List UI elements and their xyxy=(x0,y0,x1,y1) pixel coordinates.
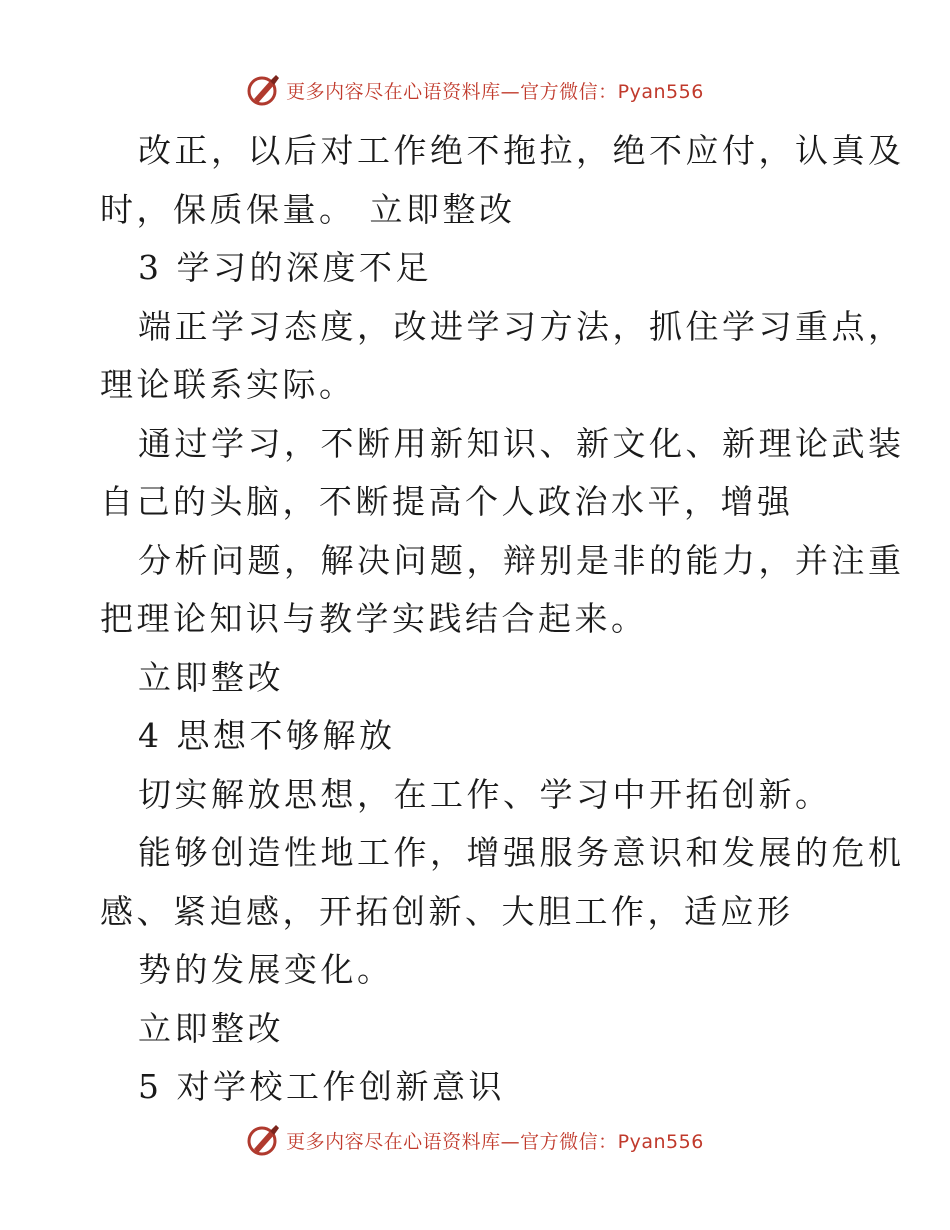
text-line: 分析问题，解决问题，辩别是非的能力，并注重 xyxy=(138,540,905,580)
text-line: 3 学习的深度不足 xyxy=(138,248,432,287)
watermark-text: 更多内容尽在心语资料库—官方微信：Pyan556 xyxy=(286,1130,704,1153)
pen-logo-icon xyxy=(246,73,280,107)
text-line: 切实解放思想，在工作、学习中开拓创新。 xyxy=(138,774,832,814)
text-line: 通过学习，不断用新知识、新文化、新理论武装 xyxy=(138,423,905,463)
text-line: 感、紧迫感，开拓创新、大胆工作，适应形 xyxy=(100,891,794,931)
pen-logo-icon xyxy=(246,1123,280,1157)
text-line: 势的发展变化。 xyxy=(138,950,394,989)
header-watermark xyxy=(0,70,950,110)
text-line: 理论联系实际。 xyxy=(100,365,356,404)
text-line: 立即整改 xyxy=(138,657,284,697)
text-line: 时，保质保量。 立即整改 xyxy=(100,189,516,229)
text-line: 改正，以后对工作绝不拖拉，绝不应付，认真及 xyxy=(138,131,905,170)
document-body xyxy=(100,122,905,1117)
text-line: 能够创造性地工作，增强服务意识和发展的危机 xyxy=(138,833,905,872)
text-line: 立即整改 xyxy=(138,1008,284,1048)
watermark-text: 更多内容尽在心语资料库—官方微信：Pyan556 xyxy=(286,80,704,103)
text-line: 4 思想不够解放 xyxy=(138,716,396,755)
text-line: 把理论知识与教学实践结合起来。 xyxy=(100,599,648,638)
text-line: 端正学习态度，改进学习方法，抓住学习重点， xyxy=(138,306,905,346)
footer-watermark xyxy=(0,1120,950,1160)
text-line: 5 对学校工作创新意识 xyxy=(138,1067,505,1106)
text-line: 自己的头脑，不断提高个人政治水平，增强 xyxy=(100,482,794,521)
